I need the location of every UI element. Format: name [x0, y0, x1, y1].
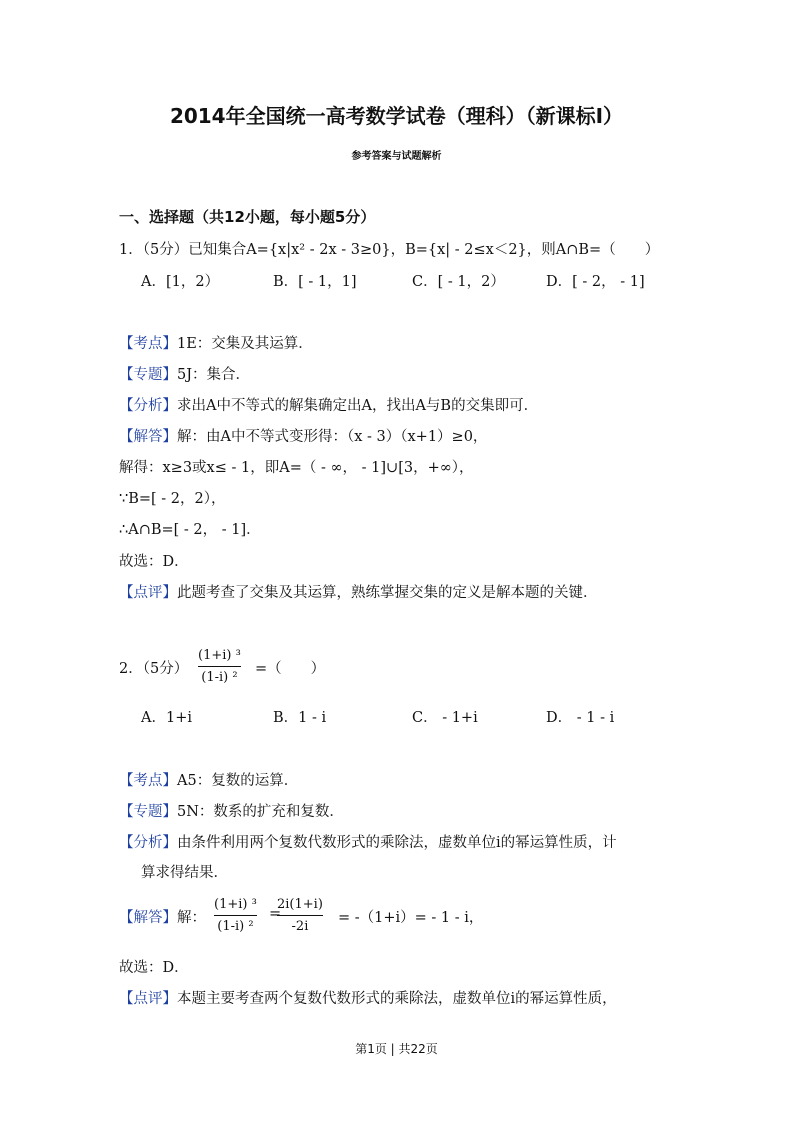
q1-option-d: D．[ - 2， - 1]	[546, 274, 645, 290]
zhuanti-tag: 【专题】	[119, 804, 177, 820]
q1-answer: 故选：D．	[119, 554, 189, 570]
page-footer: 第1页 | 共22页	[355, 1042, 438, 1056]
q2-stem-fraction	[198, 646, 241, 687]
q1-option-c: C．[ - 1，2）	[412, 274, 505, 290]
fraction-bar	[198, 666, 241, 667]
q2-option-a: A．1+i	[141, 710, 192, 726]
q2-zhuanti	[119, 800, 344, 821]
q2-kaodian	[119, 769, 298, 790]
page-subtitle: 参考答案与试题解析	[351, 151, 442, 162]
q1-solution-line-2: 解得：x≥3或x≤ - 1，即A=（ - ∞， - 1]∪[3，+∞），	[119, 460, 474, 476]
dianping-text: 本题主要考查两个复数代数形式的乘除法，虚数单位i的幂运算性质，	[177, 991, 617, 1007]
question-1-stem: 1．（5分）已知集合A={x|x² - 2x - 3≥0}，B={x| - 2≤x＜2}，则A∩B=（ ）	[119, 242, 660, 258]
q1-zhuanti	[119, 363, 250, 384]
q2-solution-fraction-2	[277, 895, 323, 936]
jieda-tag: 【解答】	[119, 429, 177, 445]
fraction-numerator: (1+i) ³	[198, 648, 241, 663]
q2-fenxi-continued: 算求得结果．	[141, 865, 228, 881]
page-title: 2014年全国统一高考数学试卷（理科）（新课标Ⅰ）	[169, 104, 624, 128]
q2-fenxi	[119, 831, 617, 852]
jieda-prefix: 解：	[177, 910, 206, 926]
q1-dianping	[119, 581, 598, 602]
fraction-denominator: -2i	[291, 919, 309, 934]
zhuanti-tag: 【专题】	[119, 367, 177, 383]
q1-solution-line-3: ∵B=[ - 2，2），	[119, 491, 226, 507]
kaodian-tag: 【考点】	[119, 773, 177, 789]
kaodian-tag: 【考点】	[119, 336, 177, 352]
q1-option-a: A．[1，2）	[141, 274, 220, 290]
q2-jieda-start	[119, 906, 206, 927]
q1-fenxi	[119, 394, 538, 415]
fraction-numerator: (1+i) ³	[214, 897, 257, 912]
q1-solution-line-4: ∴A∩B=[ - 2， - 1]．	[119, 522, 261, 538]
section-heading: 一、选择题（共12小题，每小题5分）	[119, 208, 376, 226]
fenxi-text: 由条件利用两个复数代数形式的乘除法，虚数单位i的幂运算性质，计	[177, 835, 617, 851]
fraction-denominator: (1-i) ²	[201, 670, 238, 685]
dianping-text: 此题考查了交集及其运算，熟练掌握交集的定义是解本题的关键．	[177, 585, 598, 601]
q1-jieda	[119, 425, 487, 446]
q2-solution-fraction-1	[214, 895, 257, 936]
q2-equals-sign: =	[269, 906, 282, 922]
q2-jieda-end: = -（1+i）= - 1 - i，	[338, 910, 484, 926]
dianping-tag: 【点评】	[119, 585, 177, 601]
q2-answer: 故选：D．	[119, 960, 189, 976]
dianping-tag: 【点评】	[119, 991, 177, 1007]
question-2-prefix: 2．（5分）	[119, 661, 189, 677]
fenxi-text: 求出A中不等式的解集确定出A，找出A与B的交集即可．	[177, 398, 539, 414]
fraction-bar	[277, 915, 323, 916]
fenxi-tag: 【分析】	[119, 835, 177, 851]
q2-dianping	[119, 987, 617, 1008]
kaodian-text: 1E：交集及其运算．	[177, 336, 313, 352]
q1-option-b: B．[ - 1，1]	[273, 274, 357, 290]
q1-kaodian	[119, 332, 313, 353]
fraction-denominator: (1-i) ²	[217, 919, 254, 934]
kaodian-text: A5：复数的运算．	[177, 773, 299, 789]
fenxi-tag: 【分析】	[119, 398, 177, 414]
q2-option-b: B．1 - i	[273, 710, 327, 726]
jieda-text: 解：由A中不等式变形得：（x - 3）（x+1）≥0，	[177, 429, 488, 445]
fraction-numerator: 2i(1+i)	[277, 897, 323, 912]
jieda-tag: 【解答】	[119, 910, 177, 926]
question-2-suffix: =（ ）	[255, 661, 326, 677]
fraction-bar	[214, 915, 257, 916]
zhuanti-text: 5N：数系的扩充和复数．	[177, 804, 344, 820]
zhuanti-text: 5J：集合．	[177, 367, 251, 383]
q2-option-d: D． - 1 - i	[546, 710, 615, 726]
q2-option-c: C． - 1+i	[412, 710, 478, 726]
